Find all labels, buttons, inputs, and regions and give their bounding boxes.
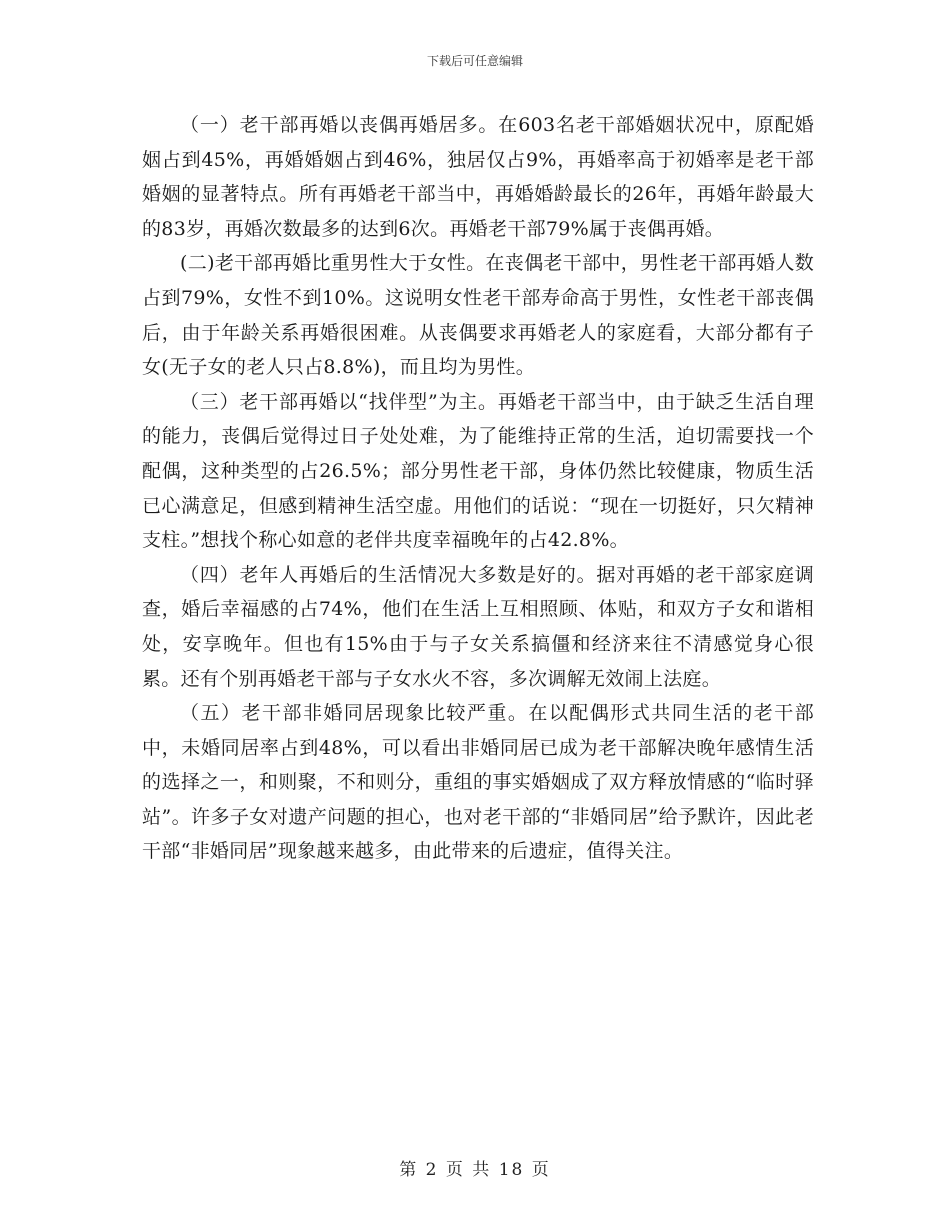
paragraph-3: （三）老干部再婚以“找伴型”为主。再婚老干部当中，由于缺乏生活自理的能力，丧偶后觉得过日子处处难，为了能维持正常的生活，迫切需要找一个配偶，这种类型的占26.5%；部分男性老干部，身体仍然比较健康，物质生活已心满意足，但感到精神生活空虚。用他们的话说：“现在一切挺好，只欠精神支柱。”想找个称心如意的老伴共度幸福晚年的占42.8%。: [142, 390, 814, 552]
paragraph-1: （一）老干部再婚以丧偶再婚居多。在603名老干部婚姻状况中，原配婚姻占到45%，再婚婚姻占到46%，独居仅占9%，再婚率高于初婚率是老干部婚姻的显著特点。所有再婚老干部当中，再婚婚龄最长的26年，再婚年龄最大的83岁，再婚次数最多的达到6次。再婚老干部79%属于丧偶再婚。: [142, 114, 814, 240]
paragraph-2: (二)老干部再婚比重男性大于女性。在丧偶老干部中，男性老干部再婚人数占到79%，女性不到10%。这说明女性老干部寿命高于男性，女性老干部丧偶后，由于年龄关系再婚很困难。从丧偶要求再婚老人的家庭看，大部分都有子女(无子女的老人只占8.8%)，而且均为男性。: [142, 252, 814, 379]
paragraph-5: （五）老干部非婚同居现象比较严重。在以配偶形式共同生活的老干部中，未婚同居率占到48%，可以看出非婚同居已成为老干部解决晚年感情生活的选择之一，和则聚，不和则分，重组的事实婚姻成了双方释放情感的“临时驿站”。许多子女对遗产问题的担心，也对老干部的“非婚同居”给予默许，因此老干部“非婚同居”现象越来越多，由此带来的后遗症，值得关注。: [142, 702, 814, 863]
paragraph-4: （四）老年人再婚后的生活情况大多数是好的。据对再婚的老干部家庭调查，婚后幸福感的占74%，他们在生活上互相照顾、体贴，和双方子女和谐相处，安享晚年。但也有15%由于与子女关系搞僵和经济来往不清感觉身心很累。还有个别再婚老干部与子女水火不容，多次调解无效闹上法庭。: [142, 563, 814, 690]
document-body: [142, 108, 814, 869]
page-header: 下载后可任意编辑: [426, 54, 523, 68]
page-footer: 第 2 页 共 18 页: [399, 1160, 551, 1180]
